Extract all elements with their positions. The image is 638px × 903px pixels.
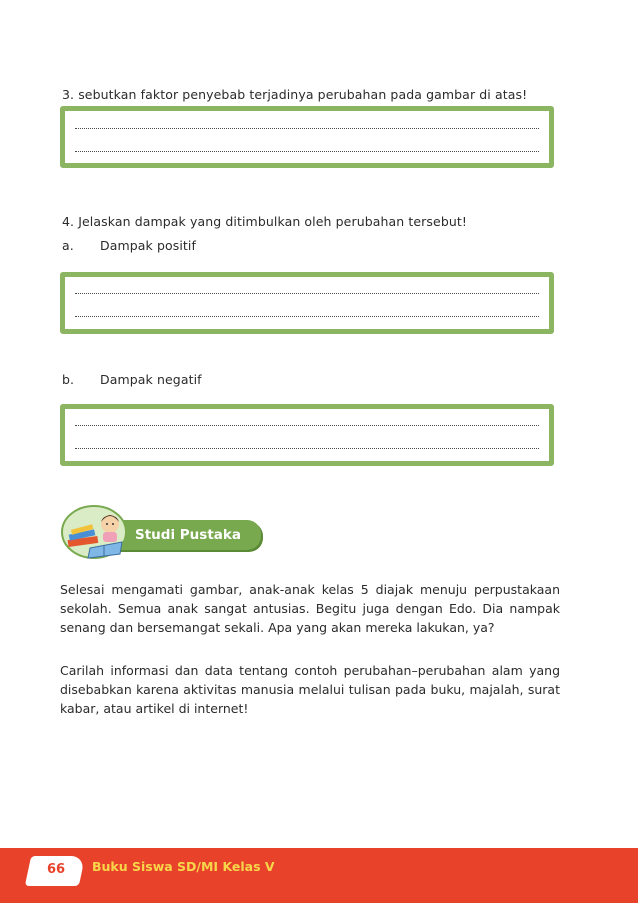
question-4: 4. Jelaskan dampak yang ditimbulkan oleh perubahan tersebut! [62,214,467,229]
answer-line[interactable] [75,316,539,317]
question-3: 3. sebutkan faktor penyebab terjadinya perubahan pada gambar di atas! [62,87,528,102]
answer-box-negatif[interactable] [60,404,554,466]
page-number: 66 [46,862,66,877]
books-and-reading-girl-icon [60,502,130,560]
dampak-positif-label: Dampak positif [100,238,197,253]
answer-box-q3[interactable] [60,106,554,168]
dampak-negatif-label: Dampak negatif [100,372,202,387]
answer-line[interactable] [75,448,539,449]
item-marker-a: a. [62,238,74,253]
book-title: Buku Siswa SD/MI Kelas V [92,859,275,874]
paragraph-task: Carilah informasi dan data tentang contoh perubahan–perubahan alam yang disebabkan karena aktivitas manusia melalui tulisan pada buku, majalah, surat kabar, atau artikel di internet! [60,663,560,716]
answer-box-positif[interactable] [60,272,554,334]
paragraph-intro: Selesai mengamati gambar, anak-anak kelas 5 diajak menuju perpustakaan sekolah. Semua anak sangat antusias. Begitu juga dengan Edo. Dia nampak senang dan bersemangat sekali. Apa yang akan mereka lakukan, ya? [60,582,560,635]
answer-line[interactable] [75,128,539,129]
answer-line[interactable] [75,293,539,294]
answer-line[interactable] [75,425,539,426]
answer-line[interactable] [75,151,539,152]
page-footer [0,848,638,903]
item-marker-b: b. [62,372,75,387]
studi-pustaka-label: Studi Pustaka [135,527,241,543]
